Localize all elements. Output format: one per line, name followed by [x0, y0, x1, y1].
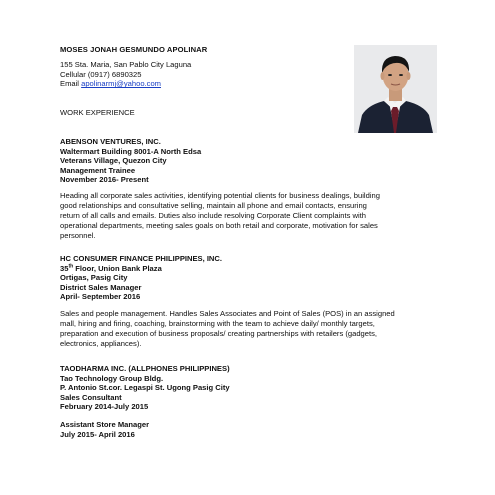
company-address-1: Tao Technology Group Bldg.: [60, 373, 164, 383]
company-address-1: Waltermart Building 8001-A North Edsa: [60, 146, 202, 156]
description-line: return of all calls and emails. Duties also include resolving Corporate Client complaints with: [60, 211, 367, 220]
job-taodharma-second-role: [60, 420, 149, 439]
profile-photo: [354, 45, 437, 133]
job-description-hc-consumer: [60, 309, 445, 349]
company-name: ABENSON VENTURES, INC.: [60, 137, 161, 146]
description-line: personnel.: [60, 231, 96, 240]
job-description-abenson: [60, 191, 445, 241]
job-position: District Sales Manager: [60, 282, 142, 292]
job-dates: November 2016- Present: [60, 175, 149, 185]
job-dates: April- September 2016: [60, 292, 141, 302]
company-address-2: Ortigas, Pasig City: [60, 273, 128, 283]
job-taodharma: [60, 364, 230, 412]
company-name: HC CONSUMER FINANCE PHILIPPINES, INC.: [60, 254, 223, 263]
job-dates: July 2015- April 2016: [60, 429, 135, 439]
email-line: [60, 79, 191, 89]
company-address-1: 35th Floor, Union Bank Plaza: [60, 263, 162, 273]
description-line: preparation and execution of business proposals/ creating partnerships with retailers (gadgets,: [60, 329, 378, 338]
email-link[interactable]: apolinarmj@yahoo.com: [81, 79, 161, 89]
description-line: operational departments, meeting sales goals on both retail and corporate, motivation for sales: [60, 221, 378, 230]
job-abenson: [60, 137, 201, 185]
email-label: Email: [60, 79, 82, 89]
description-line: mall, hiring and firing, coaching, brainstorming with the team to achieve daily/ monthly targets,: [60, 319, 375, 328]
address-line: 155 Sta. Maria, San Pablo City Laguna: [60, 60, 192, 69]
job-position: Management Trainee: [60, 165, 136, 175]
section-title-work-experience: WORK EXPERIENCE: [60, 108, 135, 117]
job-dates: February 2014-July 2015: [60, 402, 149, 412]
company-address-2: P. Antonio St.cor. Legaspi St. Ugong Pasig City: [60, 383, 230, 393]
description-line: good relationships and consultative selling, maintain all phone and email contacts, ensuring: [60, 201, 367, 210]
description-line: Sales and people management. Handles Sales Associates and Point of Sales (POS) in an assigned: [60, 309, 395, 318]
description-line: Heading all corporate sales activities, identifying potential clients for business dealings, building: [60, 191, 380, 200]
cellular-line: Cellular (0917) 6890325: [60, 69, 142, 79]
job-position: Sales Consultant: [60, 392, 122, 402]
job-position: Assistant Store Manager: [60, 420, 150, 429]
applicant-name: MOSES JONAH GESMUNDO APOLINAR: [60, 45, 208, 54]
contact-block: [60, 60, 191, 89]
portrait-image: [354, 45, 437, 133]
job-hc-consumer: [60, 254, 222, 302]
company-name: TAODHARMA INC. (ALLPHONES PHILIPPINES): [60, 364, 230, 373]
company-address-2: Veterans Village, Quezon City: [60, 156, 167, 166]
description-line: electronics, appliances).: [60, 339, 142, 348]
